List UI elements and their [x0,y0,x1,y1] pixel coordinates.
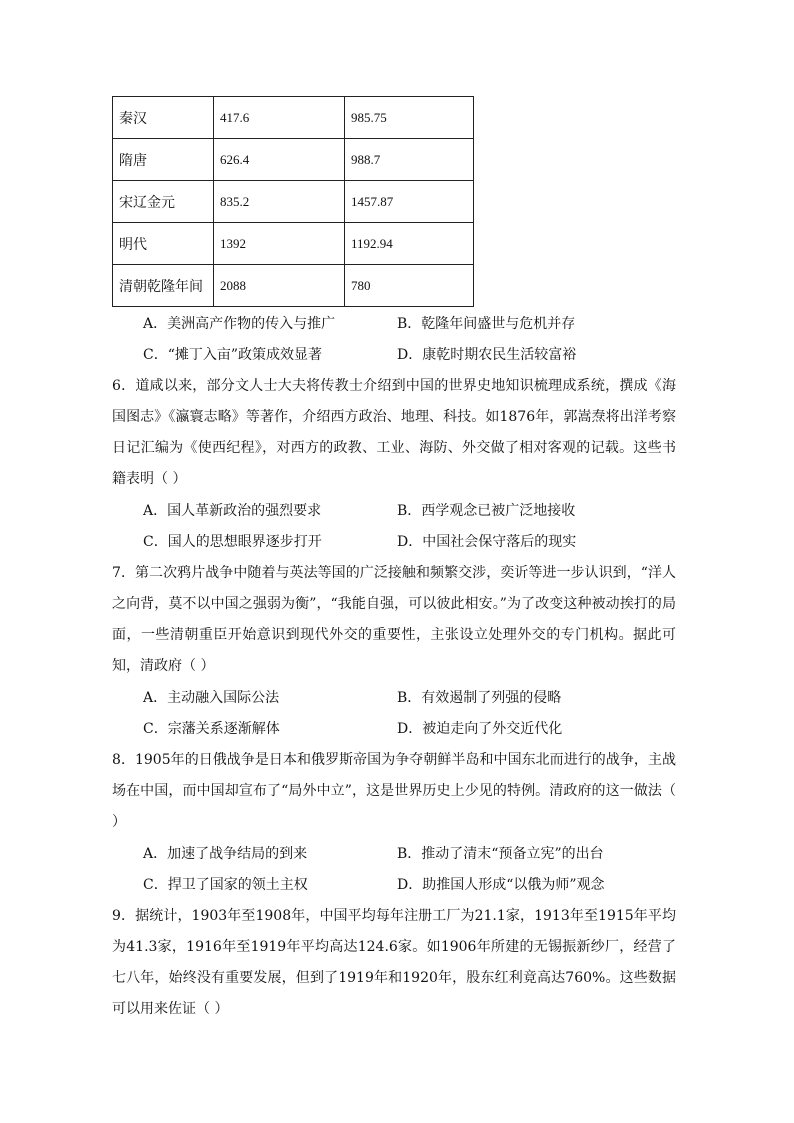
table-row [113,139,474,181]
q7-option-b[interactable]: B．有效遏制了列强的侵略 [397,690,562,706]
q8-option-d[interactable]: D．助推国人形成“以俄为师”观念 [397,877,605,893]
q6-option-d[interactable]: D．中国社会保守落后的现实 [397,534,577,550]
q6-option-c[interactable]: C．国人的思想眼界逐步打开 [143,534,322,550]
q6-options-row-1 [143,501,703,521]
table-cell: 835.2 [214,181,345,223]
table-cell: 隋唐 [113,139,214,181]
q6-option-a[interactable]: A．国人革新政治的强烈要求 [143,503,322,519]
table-row [113,265,474,307]
q7-options-row-2 [143,719,703,739]
q7-options-row-1 [143,688,703,708]
q5-option-a[interactable]: A．美洲高产作物的传入与推广 [143,316,336,332]
q5-options-row-1 [143,314,703,334]
table-cell: 秦汉 [113,97,214,139]
q9-stem: 9．据统计，1903年至1908年，中国平均每年注册工厂为21.1家，1913年至1915年平均为41.3家，1916年至1919年平均高达124.6家。如1906年所建的无锡振新纱厂，经营了七八年，始终没有重要发展，但到了1919年和1920年，股东红利竟高达760%。这些数据可以用来佐证（ ） [112,908,676,1017]
q8-options-row-1 [143,844,703,864]
table-cell: 宋辽金元 [113,181,214,223]
table-cell: 1457.87 [345,181,474,223]
table-cell: 417.6 [214,97,345,139]
q5-option-b[interactable]: B．乾隆年间盛世与危机并存 [397,316,576,332]
q7-option-c[interactable]: C．宗藩关系逐渐解体 [143,721,280,737]
q6-options-row-2 [143,532,703,552]
q5-options-row-2 [143,345,703,365]
table-cell: 清朝乾隆年间 [113,265,214,307]
table-cell: 2088 [214,265,345,307]
data-table [112,96,474,307]
q5-option-c[interactable]: C．“摊丁入亩”政策成效显著 [143,347,323,363]
table-cell: 985.75 [345,97,474,139]
q6-option-b[interactable]: B．西学观念已被广泛地接收 [397,503,576,519]
table-cell: 明代 [113,223,214,265]
table-cell: 1392 [214,223,345,265]
table-cell: 1192.94 [345,223,474,265]
table-cell: 626.4 [214,139,345,181]
table-cell: 988.7 [345,139,474,181]
table-cell: 780 [345,265,474,307]
table-row [113,181,474,223]
q7-option-a[interactable]: A．主动融入国际公法 [143,690,280,706]
q8-options-row-2 [143,875,703,895]
q6-stem: 6．道咸以来，部分文人士大夫将传教士介绍到中国的世界史地知识梳理成系统，撰成《海国图志》《瀛寰志略》等著作，介绍西方政治、地理、科技。如1876年，郭嵩焘将出洋考察日记汇编为《使西纪程》，对西方的政教、工业、海防、外交做了相对客观的记载。这些书籍表明（ ） [112,378,676,487]
q7-stem: 7．第二次鸦片战争中随着与英法等国的广泛接触和频繁交涉，奕䜣等进一步认识到，“洋人之向背，莫不以中国之强弱为衡”，“我能自强，可以彼此相安。”为了改变这种被动挨打的局面，一些清朝重臣开始意识到现代外交的重要性，主张设立处理外交的专门机构。据此可知，清政府（ ） [112,565,676,674]
table-row [113,97,474,139]
table-row [113,223,474,265]
q8-stem: 8．1905年的日俄战争是日本和俄罗斯帝国为争夺朝鲜半岛和中国东北而进行的战争，主战场在中国，而中国却宣布了“局外中立”，这是世界历史上少见的特例。清政府的这一做法（ ） [112,752,676,830]
q8-option-b[interactable]: B．推动了清末“预备立宪”的出台 [397,846,604,862]
q7-option-d[interactable]: D．被迫走向了外交近代化 [397,721,563,737]
q8-option-c[interactable]: C．捍卫了国家的领土主权 [143,877,308,893]
q5-option-d[interactable]: D．康乾时期农民生活较富裕 [397,347,577,363]
q8-option-a[interactable]: A．加速了战争结局的到来 [143,846,308,862]
